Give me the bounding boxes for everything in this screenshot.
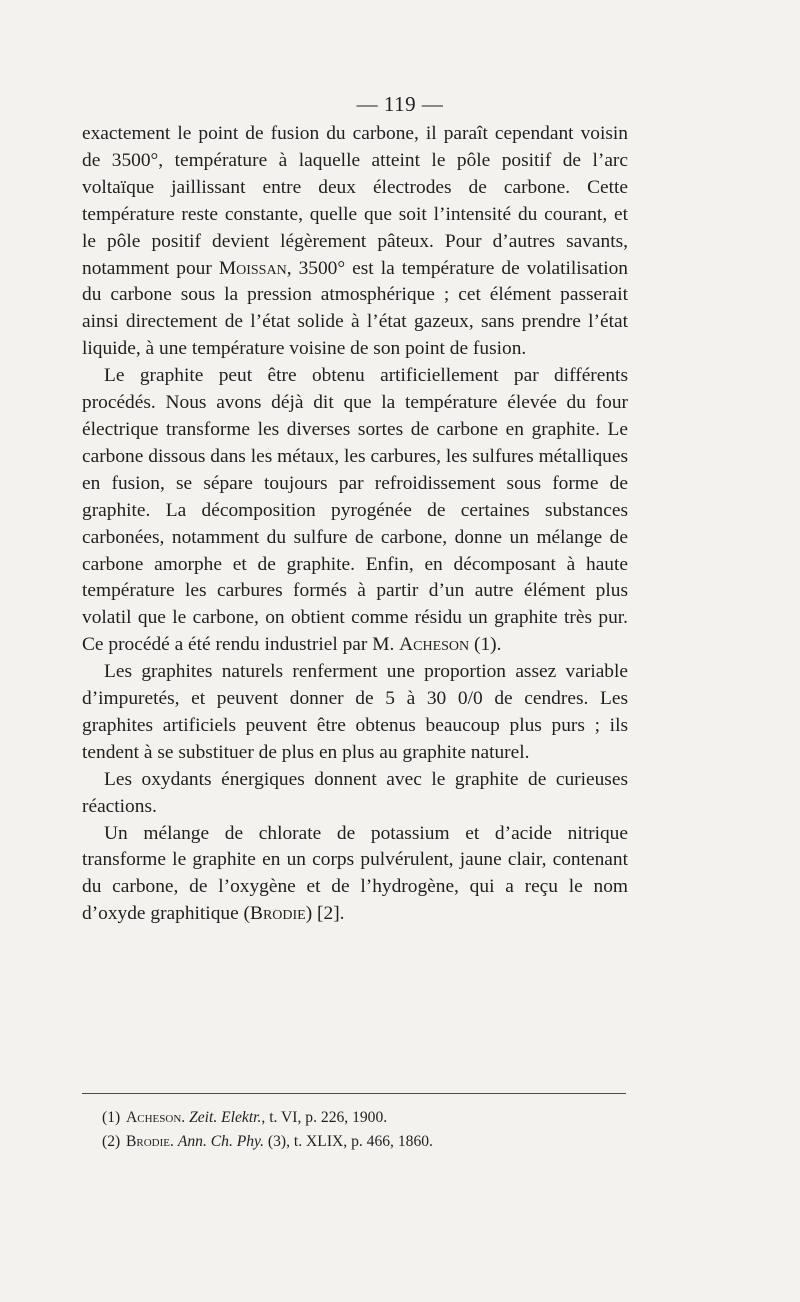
text-run: exactement le point de fusion du carbone, il paraît cependant voisin de 3500°, température à laquelle atteint le pôle positif de l’arc voltaïque jaillissant entre deux électrodes de carbone. Cette température reste constante, quelle que soit l’intensité du courant, et le pôle positif devient légèrement pâteux. Pour d’autres savants, notamment pour bbox=[82, 123, 628, 279]
main-text bbox=[82, 121, 628, 928]
journal-title: Zeit. Elektr. bbox=[189, 1109, 262, 1126]
footnote-marker: (2) bbox=[102, 1133, 121, 1150]
text-run: Un mélange de chlorate de potassium et d’acide nitrique transforme le graphite en un corps pulvérulent, jaune clair, contenant du carbone, de l’oxygène et de l’hydrogène, qui a reçu le nom d’oxyde graphitique ( bbox=[82, 822, 628, 925]
author-name-acheson: Acheson bbox=[399, 634, 470, 656]
text-run: , t. VI, p. 226, 1900. bbox=[261, 1109, 388, 1126]
footnote-author: Acheson. bbox=[126, 1109, 186, 1126]
text-run: Les oxydants énergiques donnent avec le graphite de curieuses réactions. bbox=[82, 768, 628, 817]
journal-title: Ann. Ch. Phy. bbox=[177, 1133, 265, 1150]
author-name-brodie: Brodie bbox=[250, 903, 306, 925]
footnote-2 bbox=[102, 1130, 622, 1154]
text-run: (1). bbox=[469, 634, 502, 656]
paragraph-1 bbox=[82, 121, 628, 363]
text-run: ) [2]. bbox=[305, 903, 345, 925]
page-number: — 119 — bbox=[356, 92, 444, 116]
footnote-author: Brodie. bbox=[126, 1133, 174, 1150]
paragraph-4 bbox=[82, 767, 628, 821]
paragraph-3 bbox=[82, 659, 628, 767]
author-name-moissan: Moissan bbox=[218, 257, 287, 279]
footnotes bbox=[102, 1106, 622, 1154]
text-run: , 3500° est la température de volatilisation du carbone sous la pression atmosphérique ; cet élément passerait ainsi directement de l’état solide à l’état gazeux, sans prendre l’état liquide, à une température voisine de son point de fusion. bbox=[82, 257, 628, 360]
text-run: (3), t. XLIX, p. 466, 1860. bbox=[264, 1133, 433, 1150]
text-run: Les graphites naturels renferment une proportion assez variable d’impuretés, et peuvent donner de 5 à 30 0/0 de cendres. Les graphites artificiels peuvent être obtenus beaucoup plus purs ; ils tendent à se substituer de plus en plus au graphite naturel. bbox=[82, 661, 628, 763]
footnote-divider bbox=[82, 1093, 626, 1094]
paragraph-5 bbox=[82, 821, 628, 929]
text-run: Le graphite peut être obtenu artificiellement par différents procédés. Nous avons déjà dit que la température élevée du four électrique transforme les diverses sortes de carbone en graphite. Le carbone dissous dans les métaux, les carbures, les sulfures métalliques en fusion, se sépare toujours par refroidissement sous forme de graphite. La décomposition pyrogénée de certaines substances carbonées, notamment du sulfure de carbone, donne un mélange de carbone amorphe et de graphite. Enfin, en décomposant à haute température les carbures formés à partir d’un autre élément plus volatil que le carbone, on obtient comme résidu un graphite très pur. Ce procédé a été rendu industriel par M. bbox=[82, 365, 628, 656]
paragraph-2 bbox=[82, 363, 628, 659]
footnote-1 bbox=[102, 1106, 622, 1130]
footnote-marker: (1) bbox=[102, 1109, 121, 1126]
